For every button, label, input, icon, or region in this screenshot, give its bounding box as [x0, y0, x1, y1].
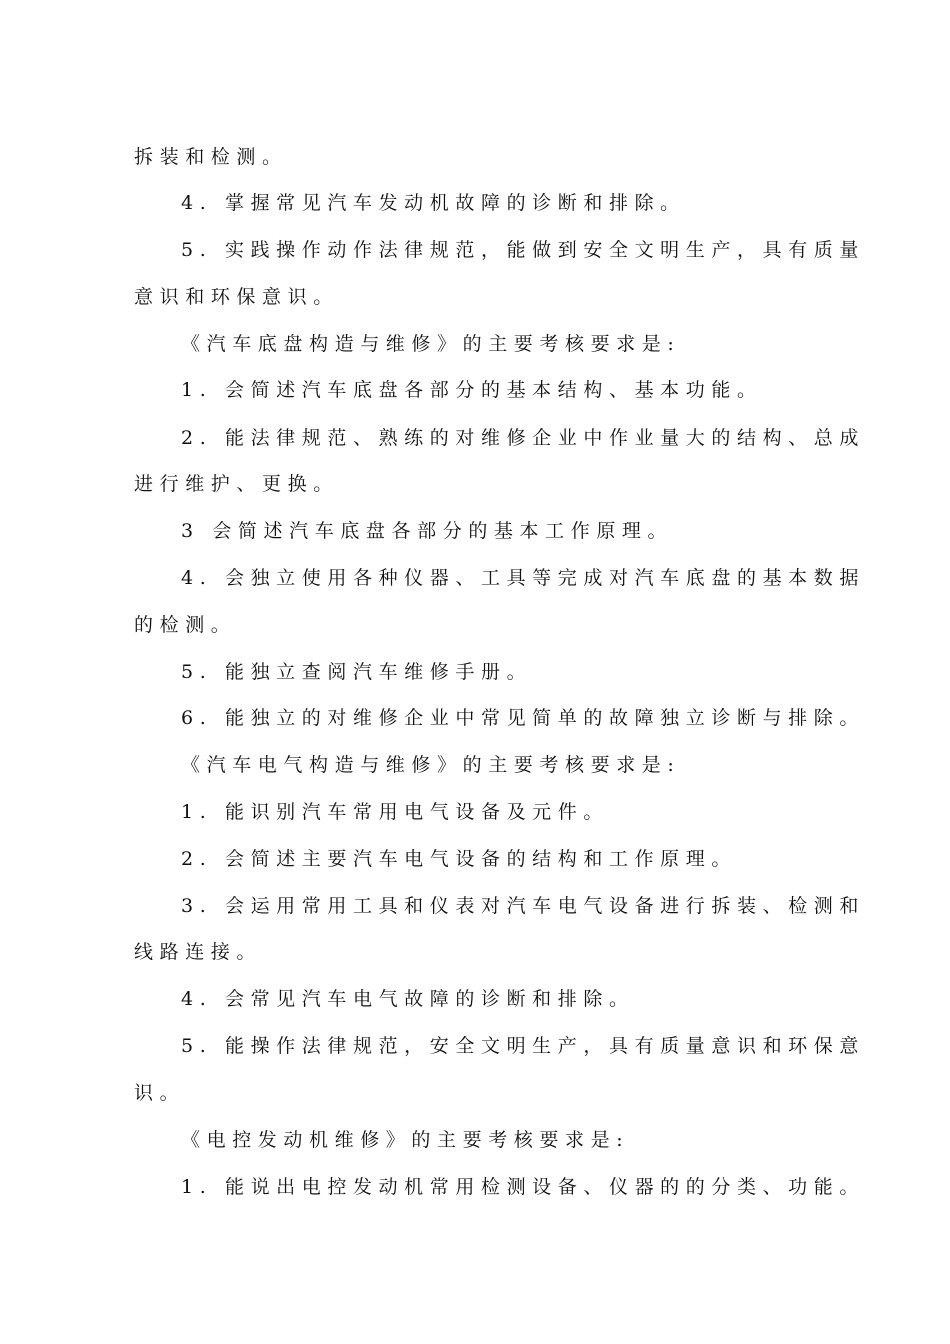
text-line: 拆装和检测。	[134, 146, 288, 168]
text-line: 3 会简述汽车底盘各部分的基本工作原理。	[181, 520, 674, 542]
text-line: 3. 会运用常用工具和仪表对汽车电气设备进行拆装、检测和	[181, 895, 865, 917]
text-line: 线路连接。	[134, 941, 263, 963]
text-line: 1. 能说出电控发动机常用检测设备、仪器的的分类、功能。	[181, 1176, 865, 1198]
text-line: 4. 会独立使用各种仪器、工具等完成对汽车底盘的基本数据	[181, 567, 865, 589]
text-line: 识。	[134, 1082, 186, 1104]
text-line: 4. 掌握常见汽车发动机故障的诊断和排除。	[181, 192, 686, 214]
text-line: 进行维护、更换。	[134, 473, 339, 495]
text-line: 5. 能操作法律规范，安全文明生产，具有质量意识和环保意	[181, 1035, 865, 1057]
text-line: 4. 会常见汽车电气故障的诊断和排除。	[181, 988, 635, 1010]
text-line: 的检测。	[134, 614, 237, 636]
text-line: 5. 实践操作动作法律规范，能做到安全文明生产，具有质量	[181, 239, 865, 261]
section-heading: 《汽车电气构造与维修》的主要考核要求是:	[181, 754, 681, 776]
text-line: 2. 会简述主要汽车电气设备的结构和工作原理。	[181, 848, 737, 870]
text-line: 5. 能独立查阅汽车维修手册。	[181, 661, 533, 683]
section-heading: 《汽车底盘构造与维修》的主要考核要求是:	[181, 333, 681, 355]
text-line: 1. 会简述汽车底盘各部分的基本结构、基本功能。	[181, 379, 763, 401]
text-line: 6. 能独立的对维修企业中常见简单的故障独立诊断与排除。	[181, 707, 865, 729]
text-line: 1. 能识别汽车常用电气设备及元件。	[181, 801, 609, 823]
text-line: 2. 能法律规范、熟练的对维修企业中作业量大的结构、总成	[181, 427, 865, 449]
section-heading: 《电控发动机维修》的主要考核要求是:	[181, 1129, 630, 1151]
text-line: 意识和环保意识。	[134, 286, 339, 308]
